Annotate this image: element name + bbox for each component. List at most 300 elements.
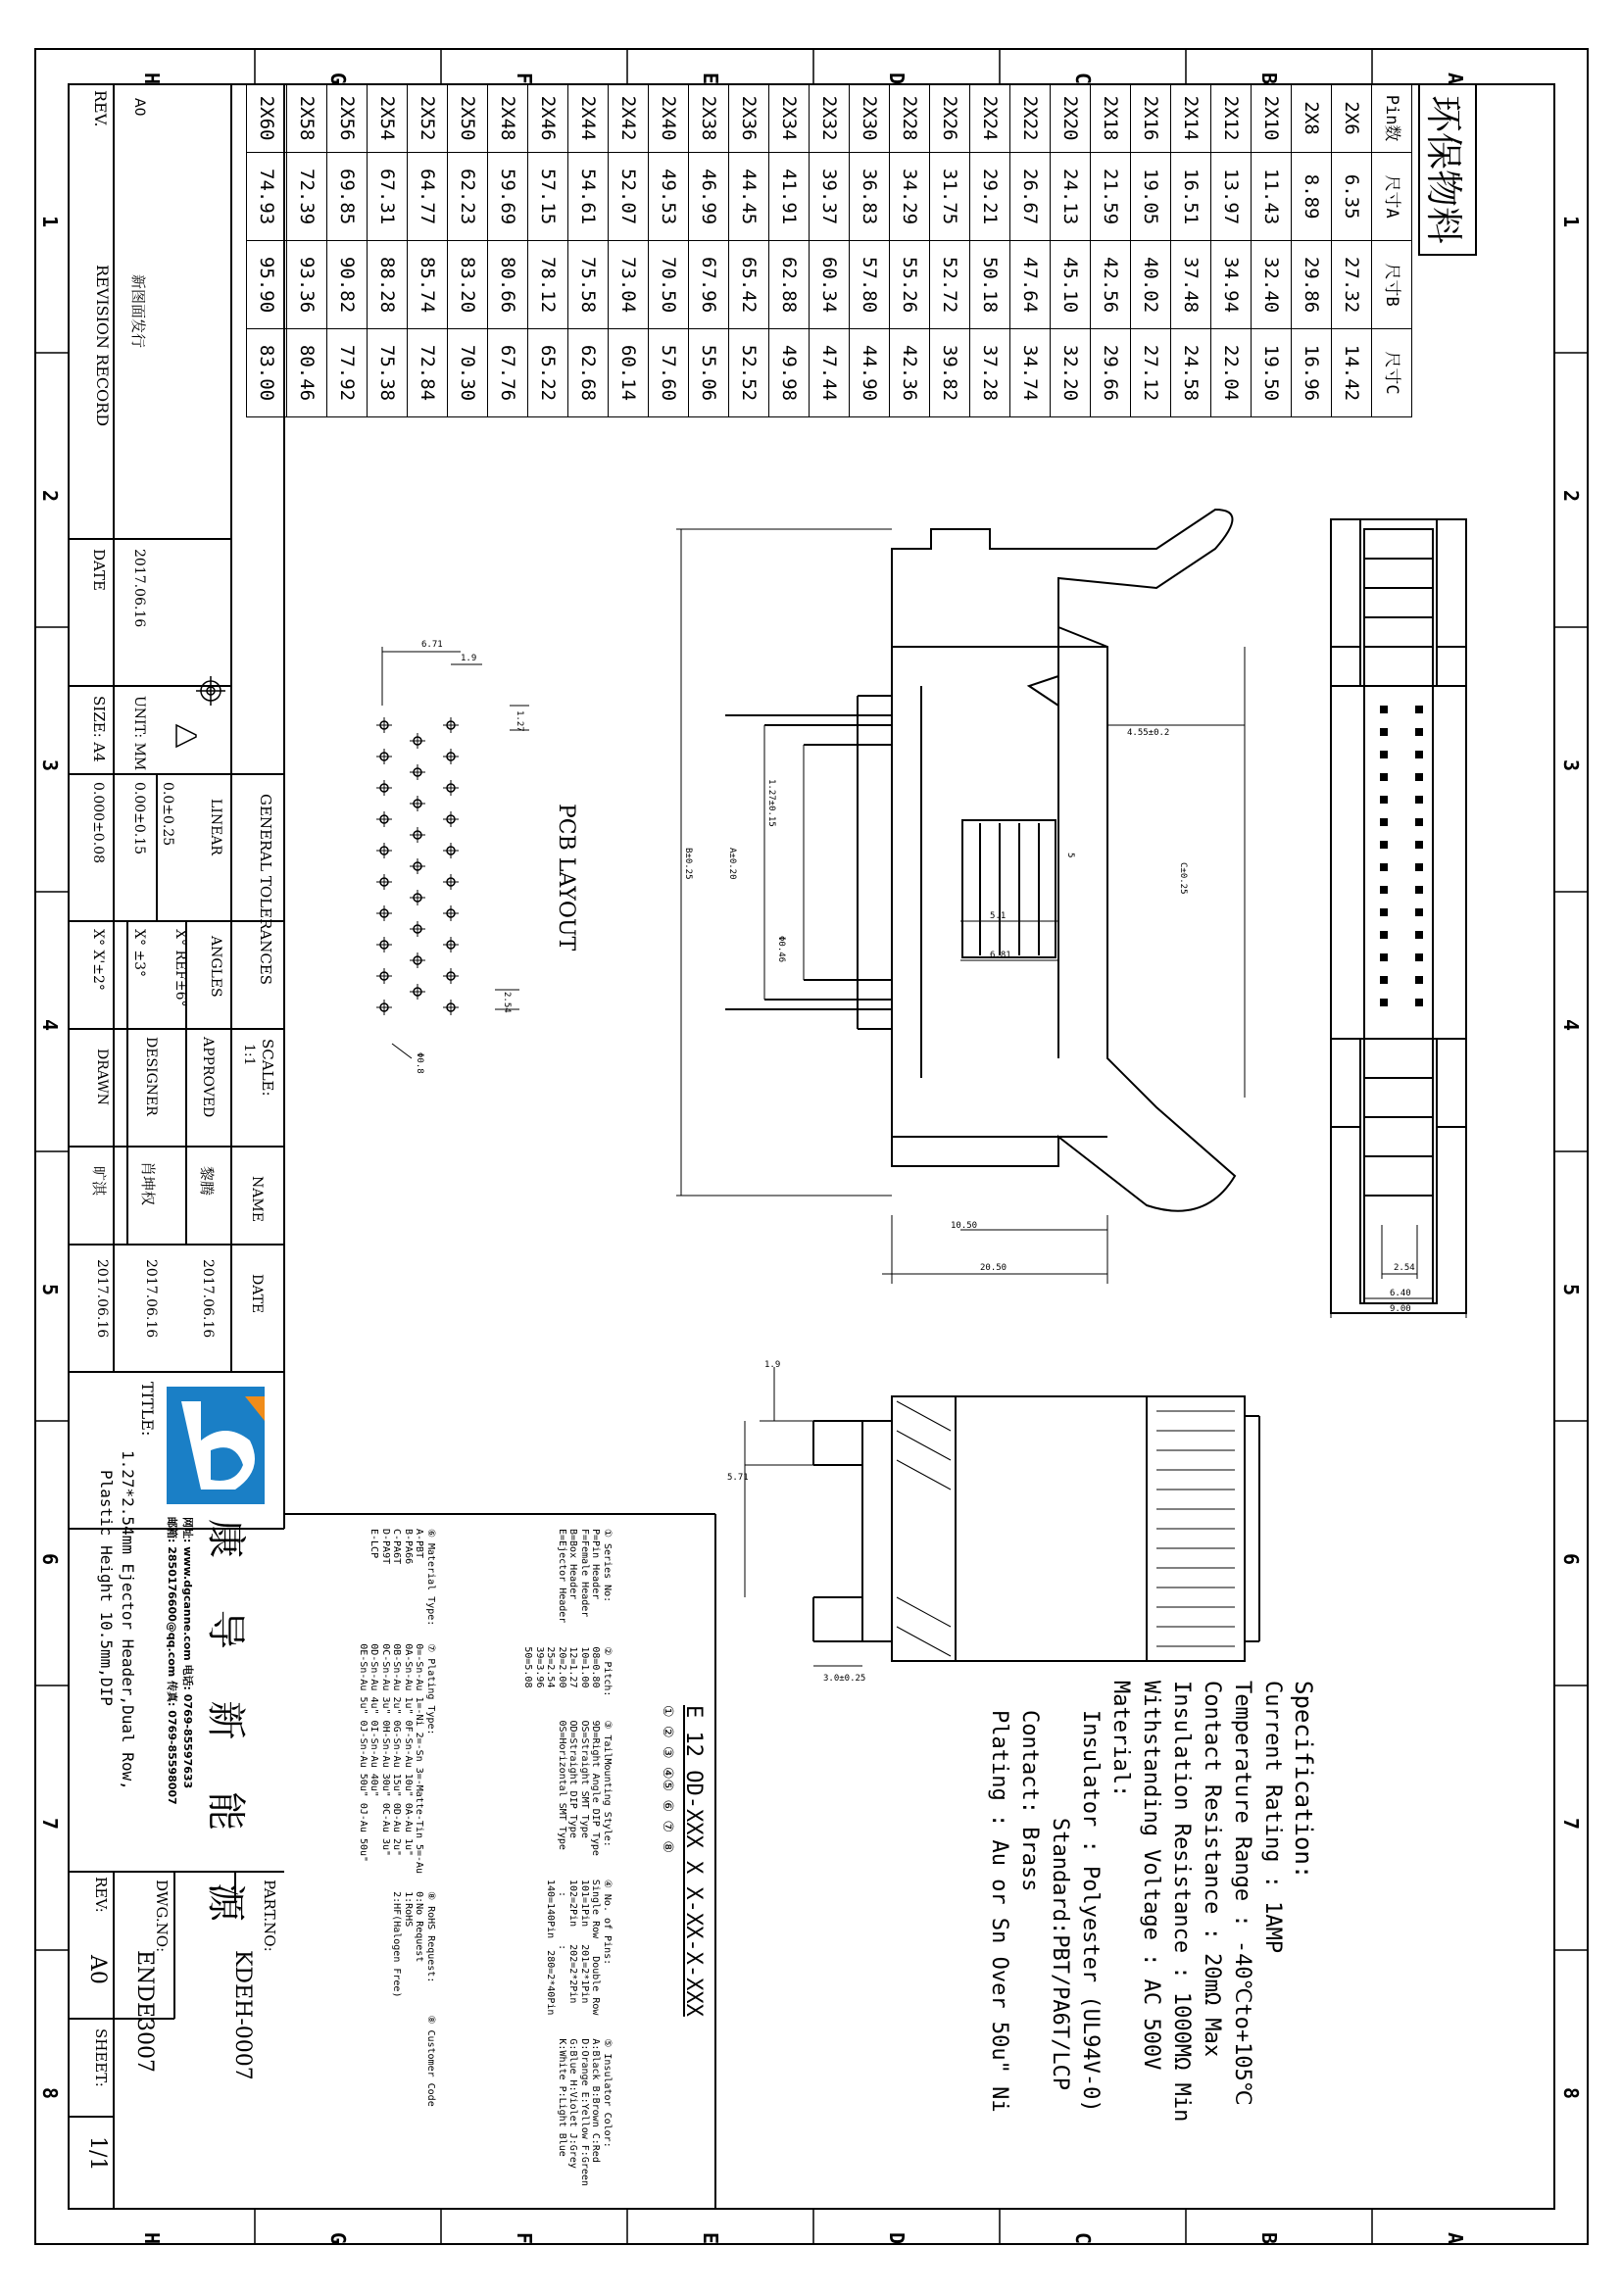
company-name: 康 导 新 能 源 [203,1519,248,1941]
table-cell: 2X8 [1292,83,1331,152]
table-cell: 2X34 [769,83,809,152]
legend-line: ⑤ Insulator Color: [602,2038,613,2148]
table-cell: 80.46 [287,328,326,416]
table-cell: 62.88 [769,240,809,328]
company-logo [167,1387,265,1504]
table-cell: 2X30 [850,83,889,152]
table-cell: 2X44 [568,83,608,152]
table-cell: 55.06 [689,328,728,416]
table-row [1211,83,1252,416]
legend-line: 140=140Pin 280=2*40Pin [545,1879,557,2016]
pin-square [1415,706,1423,713]
legend-plating [358,1643,437,1874]
table-row [769,83,810,416]
tol-angle-3: X° X'±2° [90,929,106,991]
legend-rohs [358,1891,437,1997]
pcb-layout-label: PCB LAYOUT [554,804,578,952]
company-mail: 邮箱: 2850176600@qq.com 传真: 0769-85598007 [166,1517,178,1805]
table-cell: 39.82 [930,328,969,416]
pcb-hole [410,858,425,874]
dim-a: A±0.20 [727,848,737,880]
pin-square [1415,886,1423,894]
name-label: NAME [249,1176,265,1222]
zone-letter-h-bottom: H [140,2232,164,2245]
pin-square [1415,773,1423,781]
table-row [729,83,769,416]
table-row [1332,83,1372,416]
dim-5: 5 [1065,853,1075,858]
pin-square [1380,953,1388,961]
table-cell: 8.89 [1292,152,1331,240]
table-row [488,83,528,416]
spec-line: Insulation Resistance : 1000MΩ Min [1169,1681,1194,2123]
table-cell: 14.42 [1332,328,1371,416]
table-cell: 52.52 [729,328,768,416]
pin-square [1415,728,1423,736]
pcb-hole [410,733,425,749]
zone-number-2-right: 2 [1559,490,1583,503]
zone-number-1-left: 1 [38,216,62,228]
pcb-hole [376,749,392,764]
table-cell: 2X48 [488,83,527,152]
legend-line: 9D=Right Angle DIP Type [590,1720,602,1856]
table-cell: 67.96 [689,240,728,328]
spec-line: Current Rating : 1AMP [1260,1681,1285,1954]
size-label: SIZE: A4 [90,696,108,762]
dim-5-1: 5.1 [990,911,1007,921]
dim-phi-0-46: Φ0.46 [776,936,786,963]
table-cell: 2X18 [1091,83,1130,152]
dim-3-0: 3.0±0.25 [823,1674,866,1684]
specification-block [984,1681,1318,2122]
table-cell: 52.07 [609,152,648,240]
table-cell: 11.43 [1252,152,1291,240]
table-cell: 29.21 [970,152,1009,240]
zone-number-7-left: 7 [38,1818,62,1831]
title-label: TITLE: [138,1382,157,1437]
legend-line: OD=Straight DIP Type [567,1720,579,1838]
table-body [246,83,1412,417]
designer-name: 肖坤权 [139,1161,157,1206]
table-cell: 54.61 [568,152,608,240]
table-cell: 37.48 [1171,240,1210,328]
table-cell: 16.51 [1171,152,1210,240]
zone-letter-d-bottom: D [885,2232,909,2245]
top-view-pins [1380,706,1423,1006]
table-cell: 42.56 [1091,240,1130,328]
table-cell: 22.04 [1211,328,1251,416]
zone-letter-e-top: E [699,73,722,85]
table-cell: 57.15 [528,152,567,240]
pcb-hole [376,874,392,890]
zone-number-6-left: 6 [38,1553,62,1566]
tol-linear-3: 0.000±0.08 [90,782,106,863]
dim-1-27-pcb: 1.27 [515,710,524,732]
legend-line: Single Row Double Row [590,1879,602,2016]
pcb-hole [443,749,459,764]
pin-square [1415,863,1423,871]
table-cell: 95.90 [247,240,286,328]
legend-line: 25=2.54 [545,1646,557,1688]
table-cell: 34.29 [890,152,929,240]
legend-line: A:Black B:Brown C:Red [590,2038,602,2163]
table-cell: 24.13 [1051,152,1090,240]
table-cell: 55.26 [890,240,929,328]
spec-line: Contact: Brass [1017,1710,1042,1892]
table-row [810,83,850,416]
spec-line: Specification: [1290,1681,1317,1880]
table-cell: 21.59 [1091,152,1130,240]
table-cell: 2X28 [890,83,929,152]
pin-square [1415,818,1423,826]
table-cell: 24.58 [1171,328,1210,416]
company-web: 网址: www.dgcanne.com 电话: 0769-85597633 [181,1517,194,1789]
linear-label: LINEAR [208,799,223,855]
dim-2-54-pcb: 2.54 [502,992,512,1013]
dim-20-50: 20.50 [980,1263,1007,1273]
table-cell: 50.18 [970,240,1009,328]
pcb-hole [443,1000,459,1015]
zone-number-3-right: 3 [1559,759,1583,772]
legend-customer [358,2015,437,2106]
part-code-string: E 12 OD-XXX X X-XX-X-XXX [681,1705,706,2017]
legend-line: C-PA6T [391,1529,403,1565]
table-cell: 75.58 [568,240,608,328]
code-columns-2 [358,1529,437,2107]
table-row [1010,83,1051,416]
legend-column-5 [522,2038,613,2186]
table-row [287,83,327,416]
designer-date: 2017.06.16 [143,1259,159,1339]
table-cell: 60.14 [609,328,648,416]
pin-square [1380,728,1388,736]
pcb-hole [443,717,459,733]
table-cell: 60.34 [810,240,849,328]
pin-square [1380,706,1388,713]
table-row [1091,83,1131,416]
table-row [1252,83,1292,416]
table-cell: 78.12 [528,240,567,328]
table-cell: 13.97 [1211,152,1251,240]
table-row [568,83,609,416]
zone-number-8-left: 8 [38,2087,62,2100]
table-cell: 77.92 [327,328,367,416]
legend-line: ⑧ Customer Code [425,2015,436,2107]
zone-number-4-right: 4 [1559,1019,1583,1032]
legend-line: 0:No Request [414,1891,425,1963]
legend-line: 0A-Sn-Au 1u" 0F-Sn-Au 10u" 0A-Au 1u" [403,1643,414,1857]
revision-header: REVISION RECORD [93,265,112,427]
pcb-hole [410,890,425,905]
table-cell: 2X38 [689,83,728,152]
table-cell: 32.40 [1252,240,1291,328]
part-code-legend [522,1529,613,2186]
table-row [408,83,448,416]
pin-square [1415,999,1423,1006]
legend-column-3 [522,1720,613,1855]
pin-square [1380,976,1388,984]
pin-square [1380,751,1388,758]
part-code-legend-2 [358,1529,437,2107]
legend-material [358,1529,437,1626]
spec-line: Standard:PBT/PA6T/LCP [1048,1818,1072,2091]
table-cell: 40.02 [1131,240,1170,328]
legend-line: : : [557,1879,567,1951]
table-cell: 2X36 [729,83,768,152]
pcb-hole [443,843,459,858]
table-cell: 65.42 [729,240,768,328]
legend-line: B-PA66 [403,1529,414,1565]
table-cell: 41.91 [769,152,809,240]
legend-line: K:White P:Light Blue [557,2038,567,2157]
zone-number-8-right: 8 [1559,2087,1583,2100]
zone-letter-g-top: G [326,73,350,85]
pcb-hole [376,968,392,984]
tol-linear-2: 0.00±0.15 [131,782,147,855]
pcb-hole [443,937,459,953]
table-cell: 44.45 [729,152,768,240]
pin-square [1380,931,1388,939]
table-cell: 80.66 [488,240,527,328]
table-title: 环保物料 [1418,83,1477,256]
approved-date: 2017.06.16 [200,1259,216,1339]
legend-line: 12=1.27 [567,1646,579,1688]
dim-1-27: 1.27±0.15 [766,779,776,827]
table-cell: 70.30 [448,328,487,416]
date-value: 2017.06.16 [131,549,147,628]
legend-line: E-LCP [368,1529,380,1559]
unit-label: UNIT: MM [131,696,147,771]
table-cell: 2X14 [1171,83,1210,152]
table-cell: 2X16 [1131,83,1170,152]
general-tolerances: GENERAL TOLERANCES [257,794,274,986]
pcb-hole [410,764,425,780]
spec-line: Withstanding Voltage : AC 500V [1139,1681,1163,2071]
table-cell: 88.28 [368,240,407,328]
date-col-label: DATE [249,1274,265,1314]
table-row [247,83,287,416]
legend-line: ① Series No: [602,1529,613,1603]
table-cell: 2X42 [609,83,648,152]
designer-label: DESIGNER [143,1037,159,1116]
legend-line: 0D-Sn-Au 4u" 0I-Sn-Au 40u" [368,1643,380,1797]
table-cell: Pin数 [1372,83,1411,152]
table-cell: 34.94 [1211,240,1251,328]
pcb-hole [376,780,392,796]
pcb-hole [410,984,425,1000]
spec-lines [984,1681,1318,2122]
dim-10-50: 10.50 [951,1221,978,1231]
table-cell: 尺寸B [1372,240,1411,328]
spec-line: Contact Resistance : 20mΩ Max [1200,1681,1224,2058]
pin-dimension-table [256,83,1475,495]
table-cell: 2X26 [930,83,969,152]
table-row [890,83,930,416]
part-no-value: KDEH-0007 [230,1950,255,2080]
dim-b: B±0.25 [683,848,693,880]
legend-line: F=Female Header [579,1529,590,1618]
table-row [970,83,1010,416]
table-cell: 2X40 [649,83,688,152]
table-row [448,83,488,416]
rev-desc: 新图面发行 [129,274,147,349]
dim-5-71: 5.71 [727,1473,749,1483]
table-cell: 85.74 [408,240,447,328]
pcb-hole [376,1000,392,1015]
table-cell: 6.35 [1332,152,1371,240]
table-cell: 36.83 [850,152,889,240]
pcb-hole [443,780,459,796]
table-row [930,83,970,416]
table-cell: 2X20 [1051,83,1090,152]
approved-label: APPROVED [200,1037,216,1118]
table-cell: 27.32 [1332,240,1371,328]
table-cell: 45.10 [1051,240,1090,328]
legend-line: ⑥ Material Type: [425,1529,436,1627]
pcb-hole [410,921,425,937]
legend-line: 0S=Horizontal SMT Type [557,1720,567,1850]
dim-2-54: 2.54 [1394,1263,1415,1273]
legend-line: B=Box Header [567,1529,579,1600]
pcb-hole [376,843,392,858]
side-view [725,510,1235,1211]
table-cell: 16.96 [1292,328,1331,416]
pcb-hole [376,937,392,953]
pin-square [1415,931,1423,939]
table-row [528,83,568,416]
pin-square [1380,886,1388,894]
pin-square [1380,818,1388,826]
table-cell: 2X6 [1332,83,1371,152]
table-cell: 62.68 [568,328,608,416]
pin-square [1380,773,1388,781]
table-cell: 57.60 [649,328,688,416]
part-code [655,1705,706,2017]
drawn-name: 旷淇 [90,1166,108,1197]
pcb-hole [376,811,392,827]
table-cell: 59.69 [488,152,527,240]
pcb-hole [376,717,392,733]
table-cell: 93.36 [287,240,326,328]
legend-line: 0E-Sn-Au 5u" 0J-Sn-Au 50u" 0J-Au 50u" [358,1643,368,1863]
legend-line: 50=5.08 [522,1646,534,1688]
pcb-hole [443,968,459,984]
top-view [1331,519,1466,1313]
table-row [689,83,729,416]
dim-phi-0-8: Φ0.8 [415,1052,424,1074]
date-label: DATE [90,549,108,591]
zone-letter-g-bottom: G [326,2232,350,2245]
zone-letter-b-bottom: B [1257,2232,1281,2245]
table-cell: 31.75 [930,152,969,240]
dwg-no-label: DWG.NO: [153,1880,171,1953]
legend-line: D:Orange E:Yellow F:Green [579,2038,590,2186]
table-row [1131,83,1171,416]
table-cell: 2X22 [1010,83,1050,152]
table-cell: 72.84 [408,328,447,416]
dim-9-00: 9.00 [1390,1304,1411,1314]
table-row [609,83,649,416]
table-cell: 34.74 [1010,328,1050,416]
code-columns [522,1529,613,2186]
pin-square [1380,999,1388,1006]
table-row [1051,83,1091,416]
spec-line: Insulator : Polyester (UL94V-0) [1078,1710,1103,2113]
dim-4-55: 4.55±0.2 [1127,728,1170,738]
zone-letter-e-bottom: E [699,2232,722,2245]
rev-label: REV. [91,90,110,127]
tol-angle-1: X° REF±6° [172,929,188,1007]
legend-line: 0B-Sn-Au 2u" 0G-Sn-Au 15u" 0D-Au 2u" [391,1643,403,1857]
legend-line: OS=Straight SMT Type [579,1720,590,1838]
drawn-label: DRAWN [94,1049,110,1105]
pin-square [1380,796,1388,804]
scale-label: SCALE: [259,1039,276,1097]
pin-square [1380,863,1388,871]
table-cell: 2X60 [247,83,286,152]
rev2-value: A0 [85,1955,110,1984]
table-cell: 42.36 [890,328,929,416]
pcb-hole [443,874,459,890]
title-line-1: 1.27*2.54mm Ejector Header,Dual Row, [119,1450,137,1790]
pin-square [1415,796,1423,804]
table-cell: 46.99 [689,152,728,240]
zone-letter-a-top: A [1444,73,1467,85]
table-row [1292,83,1332,416]
table-cell: 49.53 [649,152,688,240]
zone-letter-a-bottom: A [1444,2232,1467,2245]
pin-square [1415,953,1423,961]
dim-1-9: 1.9 [461,654,477,663]
table-cell: 64.77 [408,152,447,240]
pin-square [1415,841,1423,849]
zone-letter-d-top: D [885,73,909,85]
table-cell: 19.05 [1131,152,1170,240]
table-cell: 尺寸C [1372,328,1411,416]
zone-number-7-right: 7 [1559,1818,1583,1831]
legend-line: 1:RoHS [403,1891,414,1928]
legend-line: 101=1Pin 201=2*1Pin [579,1879,590,2004]
table-cell: 2X50 [448,83,487,152]
table-row [368,83,408,416]
pin-square [1380,908,1388,916]
title-line-2: Plastic Height 10.5mm,DIP [97,1470,116,1706]
table-cell: 70.50 [649,240,688,328]
legend-line: ④ No. of Pins: [602,1879,613,1966]
rev-value: A0 [131,98,147,117]
legend-line: 102=2Pin 202=2*2Pin [567,1879,579,2004]
legend-line: A-PBT [414,1529,425,1559]
zone-number-5-right: 5 [1559,1284,1583,1296]
table-cell: 2X24 [970,83,1009,152]
table-cell: 尺寸A [1372,152,1411,240]
zone-letter-c-top: C [1071,73,1095,85]
legend-column-4 [522,1880,613,2015]
table-cell: 69.85 [327,152,367,240]
dim-c: C±0.25 [1178,862,1188,895]
table-cell: 2X52 [408,83,447,152]
dim-1-9-section: 1.9 [764,1360,781,1370]
zone-number-6-right: 6 [1559,1553,1583,1566]
sheet-label: SHEET: [92,2028,110,2087]
table-cell: 2X12 [1211,83,1251,152]
pcb-holes [376,717,459,1015]
rev2-label: REV: [92,1877,110,1913]
legend-line: 20=2.00 [557,1646,567,1688]
spec-line: Plating : Au or Sn Over 50u" Ni [987,1710,1011,2113]
table-cell: 74.93 [247,152,286,240]
legend-line: 0C-Sn-Au 3u" 0H-Sn-Au 30u" 0C-Au 3u" [380,1643,391,1857]
